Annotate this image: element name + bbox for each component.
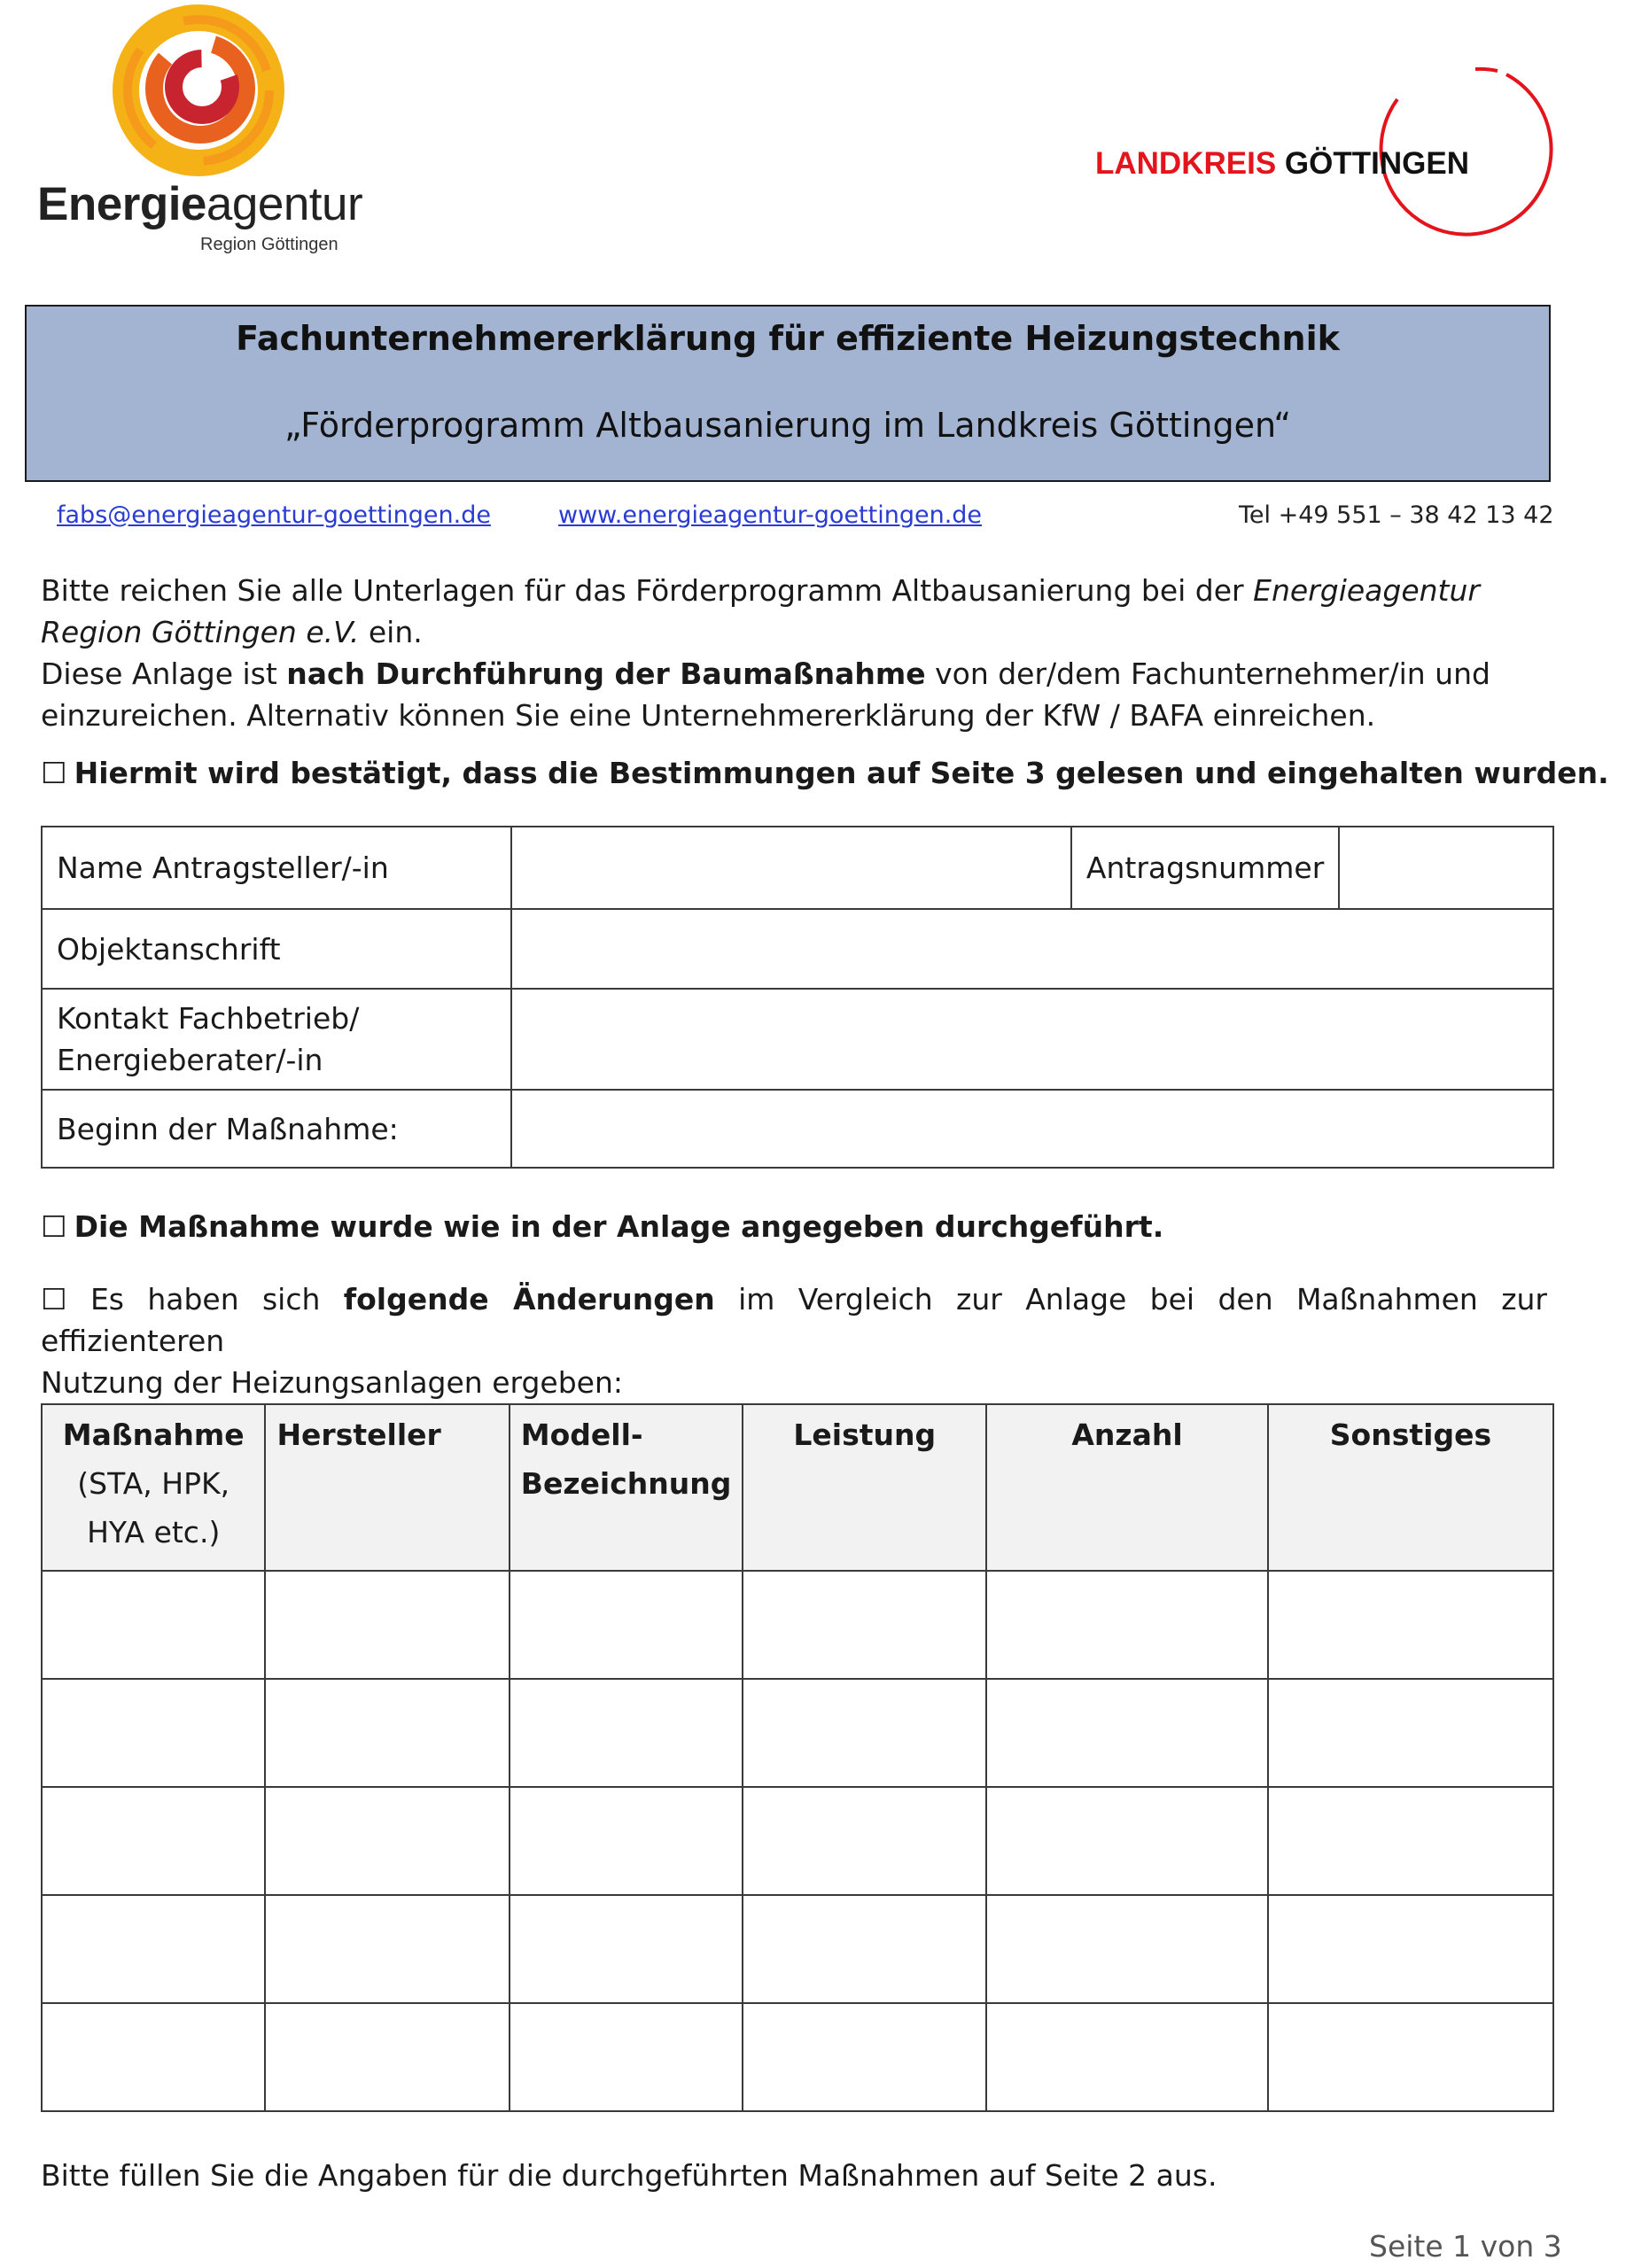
website-link[interactable]: www.energieagentur-goettingen.de (558, 501, 983, 529)
intro-paragraph-1: Bitte reichen Sie alle Unterlagen für das Förderprogramm Altbausanierung bei der Energieagentur Region Göttingen e.V. ein. (41, 573, 1480, 649)
table-cell[interactable] (265, 1571, 509, 1679)
contact-field[interactable] (511, 989, 1553, 1090)
table-cell[interactable] (743, 1895, 986, 2003)
object-address-label: Objektanschrift (42, 909, 511, 989)
email-link[interactable]: fabs@energieagentur-goettingen.de (57, 501, 491, 529)
table-cell[interactable] (743, 2003, 986, 2111)
table-cell[interactable] (986, 1679, 1268, 1787)
phone-number: Tel +49 551 – 38 42 13 42 (1239, 501, 1554, 529)
table-cell[interactable] (510, 1787, 743, 1895)
table-cell[interactable] (265, 2003, 509, 2111)
col-header-count: Anzahl (986, 1404, 1268, 1571)
application-number-field[interactable] (1339, 827, 1553, 909)
page-title: Fachunternehmererklärung für effiziente Heizungstechnik (236, 319, 1340, 358)
col-header-measure: Maßnahme (STA, HPK, HYA etc.) (42, 1404, 265, 1571)
table-row (42, 1571, 1553, 1679)
table-row (42, 2003, 1553, 2111)
contact-label: Kontakt Fachbetrieb/ Energieberater/-in (42, 989, 511, 1090)
checkbox-icon[interactable]: ☐ (41, 1282, 67, 1317)
table-cell[interactable] (42, 2003, 265, 2111)
start-field[interactable] (511, 1090, 1553, 1168)
applicant-label: Name Antragsteller/-in (42, 827, 511, 909)
table-cell[interactable] (986, 1895, 1268, 2003)
table-cell[interactable] (743, 1679, 986, 1787)
table-cell[interactable] (1268, 2003, 1553, 2111)
page-number: Seite 1 von 3 (1369, 2229, 1562, 2264)
checkbox-icon[interactable]: ☐ (41, 756, 67, 790)
table-row (42, 1787, 1553, 1895)
table-cell[interactable] (1268, 1895, 1553, 2003)
page-subtitle: „Förderprogramm Altbausanierung im Landkreis Göttingen“ (284, 406, 1292, 445)
checkbox-icon[interactable]: ☐ (41, 1209, 67, 1244)
table-cell[interactable] (1268, 1571, 1553, 1679)
table-row (42, 1895, 1553, 2003)
table-cell[interactable] (265, 1679, 509, 1787)
col-header-other: Sonstiges (1268, 1404, 1553, 1571)
table-cell[interactable] (986, 2003, 1268, 2111)
table-cell[interactable] (986, 1787, 1268, 1895)
table-cell[interactable] (510, 1895, 743, 2003)
table-cell[interactable] (265, 1787, 509, 1895)
intro-paragraph-2: Diese Anlage ist nach Durchführung der Baumaßnahme von der/dem Fachunternehmer/in und einzureichen. Alternativ können Sie eine Unternehmererklärung der KfW / BAFA einreichen. (41, 656, 1490, 733)
energieagentur-subline: Region Göttingen (200, 235, 338, 254)
confirm-checkbox-line[interactable]: ☐ Hiermit wird bestätigt, dass die Bestimmungen auf Seite 3 gelesen und eingehalten wurden. (41, 756, 1609, 790)
landkreis-wordmark: LANDKREIS GÖTTINGEN (1095, 146, 1469, 181)
table-cell[interactable] (42, 1787, 265, 1895)
application-number-label: Antragsnummer (1071, 827, 1339, 909)
start-label: Beginn der Maßnahme: (42, 1090, 511, 1168)
table-cell[interactable] (42, 1679, 265, 1787)
table-row (42, 1679, 1553, 1787)
table-cell[interactable] (743, 1571, 986, 1679)
table-cell[interactable] (510, 2003, 743, 2111)
table-cell[interactable] (42, 1571, 265, 1679)
table-cell[interactable] (986, 1571, 1268, 1679)
col-header-model: Modell- Bezeichnung (510, 1404, 743, 1571)
applicant-field[interactable] (511, 827, 1071, 909)
measure-done-checkbox-line[interactable]: ☐ Die Maßnahme wurde wie in der Anlage angegeben durchgeführt. (41, 1209, 1164, 1244)
table-cell[interactable] (42, 1895, 265, 2003)
measures-table (41, 1403, 1554, 2112)
footer-note: Bitte füllen Sie die Angaben für die durchgeführten Maßnahmen auf Seite 2 aus. (41, 2158, 1218, 2193)
table-cell[interactable] (1268, 1679, 1553, 1787)
table-cell[interactable] (510, 1679, 743, 1787)
applicant-info-table (41, 826, 1554, 1169)
col-header-power: Leistung (743, 1404, 986, 1571)
col-header-manufacturer: Hersteller (265, 1404, 509, 1571)
table-cell[interactable] (1268, 1787, 1553, 1895)
energieagentur-wordmark: Energieagentur (37, 178, 363, 230)
object-address-field[interactable] (511, 909, 1553, 989)
table-cell[interactable] (510, 1571, 743, 1679)
table-cell[interactable] (743, 1787, 986, 1895)
changes-checkbox-paragraph[interactable]: ☐ Es haben sich folgende Änderungen im Vergleich zur Anlage bei den Maßnahmen zur effizienteren Nutzung der Heizungsanlagen ergeben: (41, 1282, 1547, 1400)
table-cell[interactable] (265, 1895, 509, 2003)
